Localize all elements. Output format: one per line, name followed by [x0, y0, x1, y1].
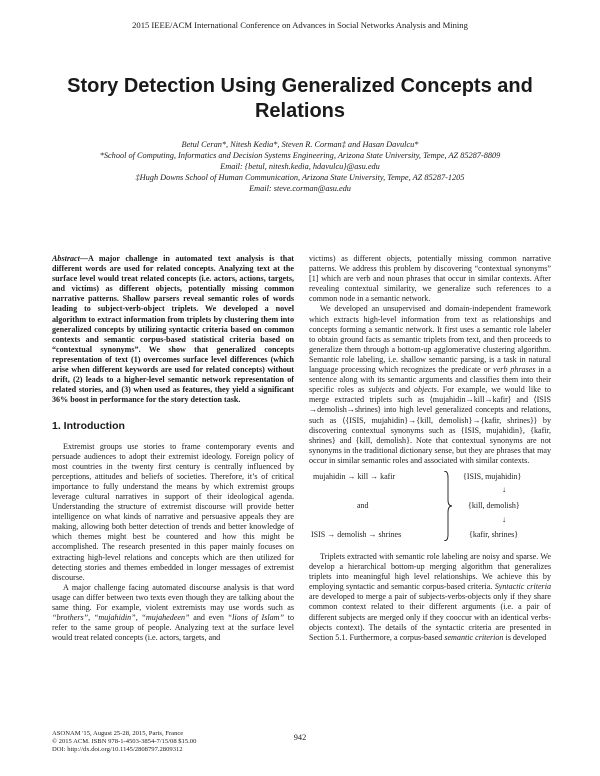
term-syntactic-criteria: Syntactic criteria [494, 582, 551, 592]
figure-arrow-2: ↓ [502, 514, 506, 524]
abstract [52, 254, 294, 405]
paper-title [40, 74, 560, 124]
figure-triplet-1: mujahidin → kill → kafir [313, 471, 396, 481]
quote-mujahedeen: “mujahedeen” [141, 613, 190, 623]
page-number: 942 [293, 733, 307, 742]
email-2: Email: steve.corman@asu.edu [249, 184, 351, 193]
intro-p2-text-a: A major challenge facing automated discourse analysis is that word usage can differ between two texts even though they are talking about the same thing. For example, violent extremists may use words such as [52, 582, 294, 612]
right-paragraph-0: victims) as different objects, potentially missing common narrative patterns. We address this problem by discovering “contextual synonyms” [1] which are verb and noun phrases that occur in similar contexts. After revealing contextual similarity, we generalize such references to a common node in a semantic network. [309, 254, 551, 304]
email-1: Email: {betul, nitesh.kedia, hdavulcu}@asu.edu [220, 162, 380, 171]
affiliation-1: *School of Computing, Informatics and Decision Systems Engineering, Arizona State University, Tempe, AZ 85287-8809 [99, 151, 501, 160]
triplet-figure [309, 470, 551, 546]
right-paragraph-1 [309, 304, 551, 466]
figure-triplet-2: ISIS → demolish → shrines [311, 529, 402, 539]
p1-text-b: in a sentence along with its semantic arguments and classifies them into their specific roles as [309, 365, 551, 395]
figure-group-subjects: {ISIS, mujahidin} [463, 471, 522, 481]
term-objects: objects [413, 385, 437, 395]
p1-text-and: and [394, 385, 414, 395]
abstract-lead: Abstract [52, 254, 80, 263]
author-names: Betul Ceran*, Nitesh Kedia*, Steven R. Corman‡ and Hasan Davulcu* [181, 140, 419, 149]
intro-paragraph-2: A major challenge facing automated discourse analysis is that word usage can differ between two texts even though they are talking about the same thing. For example, violent extremists may use words such as “brothers”, “mujahidin”, “mujahedeen” and even “lions of Islam” to refer to the same group of people. Analyzing text at the surface level would treat related concepts (i.e. actors, targets, and [52, 582, 294, 643]
quote-brothers: “brothers” [52, 613, 89, 623]
author-block [0, 139, 600, 194]
abstract-text: —A major challenge in automated text analysis is that different words are used for related concepts. Analyzing text at the surface level would treat related concepts (i.e. actors, actions, targets, and victims) as different objects, potentially missing common narrative patterns. Shallow parsers reveal semantic roles of words leading to subject-verb-object triplets. We developed a novel algorithm to extract information from triplets by clustering them into generalized concepts by utilizing syntactic criteria based on common contexts and semantic corpus-based statistical criteria based on “contextual synonyms”. We show that generalized concepts representation of text (1) overcomes surface level differences (which arise when different keywords are used for related concepts) without drift, (2) leads to a higher-level semantic network representation of related stories, and (3) when used as features, they yield a significant 36% boost in performance for the story detection task. [52, 254, 294, 405]
left-column [52, 254, 294, 643]
footer-conference: ASONAM '15, August 25-28, 2015, Paris, France [52, 730, 184, 737]
right-column [309, 254, 551, 643]
title-line-2: Relations [254, 100, 346, 122]
p1-text-c: . For example, we would like to merge extracted triplets such as ⟨mujahidin→kill→kafir⟩ and ⟨ISIS →demolish→shrines⟩ into high level generalized concepts and relations, such as ⟨{ISIS, mujahidin}→{kill, demolish}→{kafir, shrines}⟩ by discovering contextual synonyms such as {ISIS, mujahidin}, {kafir, shrines} and {kill, demolish}. Note that contextual synonyms are not synonyms in the traditional dictionary sense, but they are phrases that may occur in similar semantic roles and associated with similar contexts. [309, 385, 552, 465]
figure-arrow-1: ↓ [502, 484, 506, 494]
p1-text-a: We developed an unsupervised and domain-independent framework which extracts high-level information from text as relationships and concepts forming a semantic network. It first uses a semantic role labeler to obtain ground facts as semantic triplets from text, and then proceeds to generalize them through a bottom-up agglomerative clustering algorithm. Semantic role labeling, i.e. shallow semantic parsing, is a task in natural language processing which recognizes the predicate or [309, 304, 551, 375]
right-paragraph-2 [309, 552, 551, 643]
footer-isbn: © 2015 ACM. ISBN 978-1-4503-3854-7/15/08 $15.00 [52, 738, 197, 746]
figure-and: and [357, 500, 369, 510]
footer-doi: DOI: http://dx.doi.org/10.1145/2808797.2809312 [52, 746, 183, 754]
figure-group-objects: {kafir, shrines} [469, 529, 519, 539]
intro-paragraph-1: Extremist groups use stories to frame contemporary events and persuade audiences to adopt their extremist ideology. Foreign policy of most countries in the twenty first century is centrally influenced by perceptions, attitudes and beliefs of societies. Therefore, it’s of critical importance to fully understand the means by which extremist groups leverage cultural narratives in support of their ideological agenda. Understanding the structure of extremist discourse will provide better intelligence on what kinds of narrative and persuasive appeals they are making, allowing both better detection of trends and better knowledge of which themes might best be countered and how this might be accomplished. The research presented in this paper mainly focuses on extracting high-level relations and concepts which are then utilized for detecting stories and themes embedded in longer messages of extremist discourse. [52, 441, 294, 582]
figure-group-verbs: {kill, demolish} [468, 500, 520, 510]
section-heading-introduction: 1. Introduction [52, 420, 125, 433]
p2-text-c: is developed [503, 632, 547, 642]
term-subjects: subjects [368, 385, 395, 395]
quote-mujahidin: “mujahidin” [93, 613, 136, 623]
p2-text-a: Triplets extracted with semantic role labeling are noisy and sparse. We develop a hierarchical bottom-up merging algorithm that generalizes triplets into meaningful high level relationships. We achieve this by employing syntactic and semantic corpus-based criteria. [309, 551, 551, 592]
title-line-1: Story Detection Using Generalized Concepts and [67, 75, 533, 97]
figure-brace [443, 471, 452, 541]
term-verb-phrases: verb phrases [493, 365, 536, 375]
affiliation-2: ‡Hugh Downs School of Human Communication, Arizona State University, Tempe, AZ 85287-1205 [135, 173, 465, 182]
p2-text-b: are developed to merge a pair of subjects-verbs-objects only if they share common context related to their different arguments (i.e. a pair of different subjects are merged only if they cooccur with an identical verbs-objects context). The details of the syntactic criteria are presented in Section 5.1. Furthermore, a corpus-based [309, 592, 551, 642]
conference-header: 2015 IEEE/ACM International Conference on Advances in Social Networks Analysis and Mining [132, 20, 468, 30]
quote-lions-of-islam: “lions of Islam” [227, 613, 284, 623]
term-semantic-criterion: semantic criterion [444, 632, 504, 642]
intro-p2-text-b: to refer to the same group of people. Analyzing text at the surface level would treat related concepts (i.e. actors, targets, and [52, 613, 294, 643]
